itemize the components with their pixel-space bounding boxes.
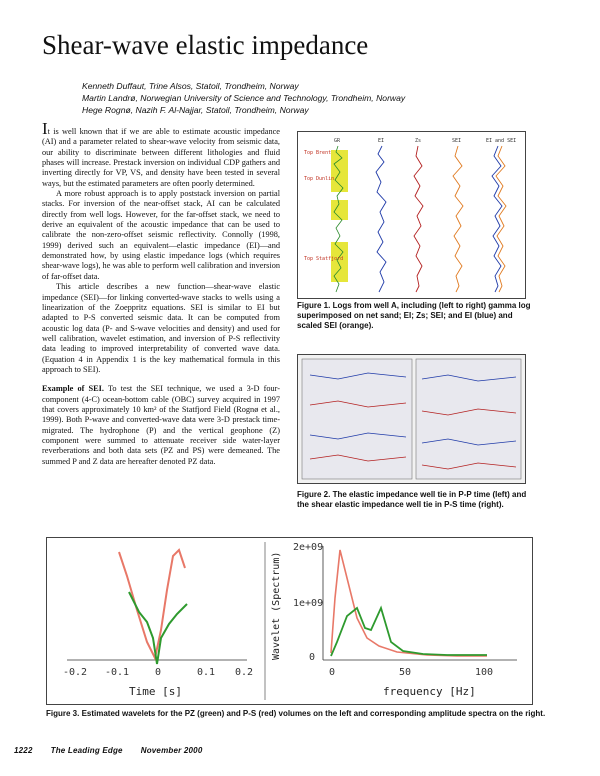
figure-2-caption: Figure 2. The elastic impedance well tie in P-P time (left) and the shear elastic impedance well tie in P-S time (right). xyxy=(297,490,527,509)
track-header: EI xyxy=(378,138,385,144)
paragraph: This article describes a new function—shear-wave elastic impedance (SEI)—for linking converted-wave stacks to wells using a linearization of the Zoeppritz equations. SEI is similar to EI but adapted to P-S converted seismic data. It can be computed from acoustic log data (P- and S-wave velocities and density) and used for well calibration, wavelet estimation, and inversion of P-S reflectivity data leading to improved interpretability of converted wave data. (Equation 4 in Appendix 1 is the key mathematical formula in this approach to SEI). xyxy=(42,282,280,374)
axis-label: frequency [Hz] xyxy=(383,685,476,698)
axis-label: Time [s] xyxy=(129,685,182,698)
figure-3-caption: Figure 3. Estimated wavelets for the PZ (green) and P-S (red) volumes on the left and corresponding amplitude spectra on the right. xyxy=(46,709,546,718)
author-line: Hege Rognø, Nazih F. Al-Najjar, Statoil, Trondheim, Norway xyxy=(82,105,309,115)
ps-seismic-panel xyxy=(416,359,521,479)
tick-label: -0.1 xyxy=(105,667,130,678)
tick-label: 0 xyxy=(329,667,336,678)
figure-3-wavelets xyxy=(46,537,533,705)
pp-seismic-panel xyxy=(302,359,412,479)
horizon-label: Top Dunlin xyxy=(304,176,335,182)
tick-label: 1e+09 xyxy=(293,598,324,609)
paragraph: A more robust approach is to apply poststack inversion on partial stacks. For inversion of the near-offset stack, AI can be calculated directly from well logs. However, for the far-offset stack, we need to derive an equivalent of the acoustic impedance that can be used to calibrate the non-zero-offset seismic reflectivity. Connolly (1998, 1999) derived such an equivalent—elastic impedance (EI)—and demonstrated how, by using elastic impedance logs (which requires shear-wave logs), he was able to perform well calibration and inversion of far-offset data. xyxy=(42,189,280,281)
horizon-label: Top Brent xyxy=(304,150,332,156)
drop-cap: I xyxy=(42,119,48,138)
figure-1-caption: Figure 1. Logs from well A, including (left to right) gamma log superimposed on net sand; EI; Zs; SEI; and EI (blue) and scaled SEI (orange). xyxy=(297,301,531,330)
track-header: SEI xyxy=(452,138,462,144)
body-column xyxy=(42,119,281,467)
figure-1-plot xyxy=(298,132,525,298)
paragraph-text: To test the SEI technique, we used a 3-D four-component (4-C) ocean-bottom cable (OBC) survey acquired in 1997 that covers approximately 10 km² of the Statfjord Field (Rognø et al., 1999). Both P-wave and converted-wave data were 3-D prestack time-migrated. The hydrophone (P) and the vertical geophone (Z) component were summed to attenuate receiver side water-layer reverberations and both data sets (PZ and PS) were demeaned. The summed P and Z data are hereafter denoted PZ data. xyxy=(42,384,281,466)
tick-label: 0 xyxy=(309,652,316,663)
author-line: Kenneth Duffaut, Trine Alsos, Statoil, Trondheim, Norway xyxy=(82,81,299,91)
paragraph-text: t is well known that if we are able to estimate acoustic impedance (AI) and a parameter related to shear-wave velocity from seismic data, our ability to discriminate between different lithologies and fluid phases will increase. Prestack inversion on individual CDP gathers and inverting directly for VP, VS, and density have been tested in several ways, but the estimated parameters are often poorly determined. xyxy=(42,127,280,188)
track-header: EI and SEI xyxy=(486,138,517,144)
tick-label: 100 xyxy=(475,667,494,678)
author-list xyxy=(82,80,405,116)
figure-2-well-tie xyxy=(297,354,526,484)
page-number: 1222 xyxy=(14,746,33,755)
article-title: Shear-wave elastic impedance xyxy=(42,30,369,60)
tick-label: -0.2 xyxy=(63,667,88,678)
issue-date: November 2000 xyxy=(140,746,203,755)
author-line: Martin Landrø, Norwegian University of Science and Technology, Trondheim, Norway xyxy=(82,93,406,103)
paragraph xyxy=(42,119,280,189)
figure-2-plot xyxy=(298,355,525,483)
tick-label: 50 xyxy=(399,667,412,678)
track-header: GR xyxy=(334,138,341,144)
figure-3-plot xyxy=(47,538,532,704)
gamma-track xyxy=(331,146,348,292)
tick-label: 0.2 xyxy=(235,667,254,678)
tick-label: 2e+09 xyxy=(293,542,324,553)
figure-1-logs xyxy=(297,131,526,299)
horizon-label: Top Statfjord xyxy=(304,256,344,262)
axis-label: Wavelet (Spectrum) xyxy=(271,551,282,660)
page-footer xyxy=(14,746,220,755)
journal-name: The Leading Edge xyxy=(50,746,123,755)
track-header: Zs xyxy=(415,138,422,144)
section-heading: Example of SEI. xyxy=(42,384,104,394)
paragraph xyxy=(42,384,280,467)
tick-label: 0 xyxy=(155,667,162,678)
tick-label: 0.1 xyxy=(197,667,216,678)
